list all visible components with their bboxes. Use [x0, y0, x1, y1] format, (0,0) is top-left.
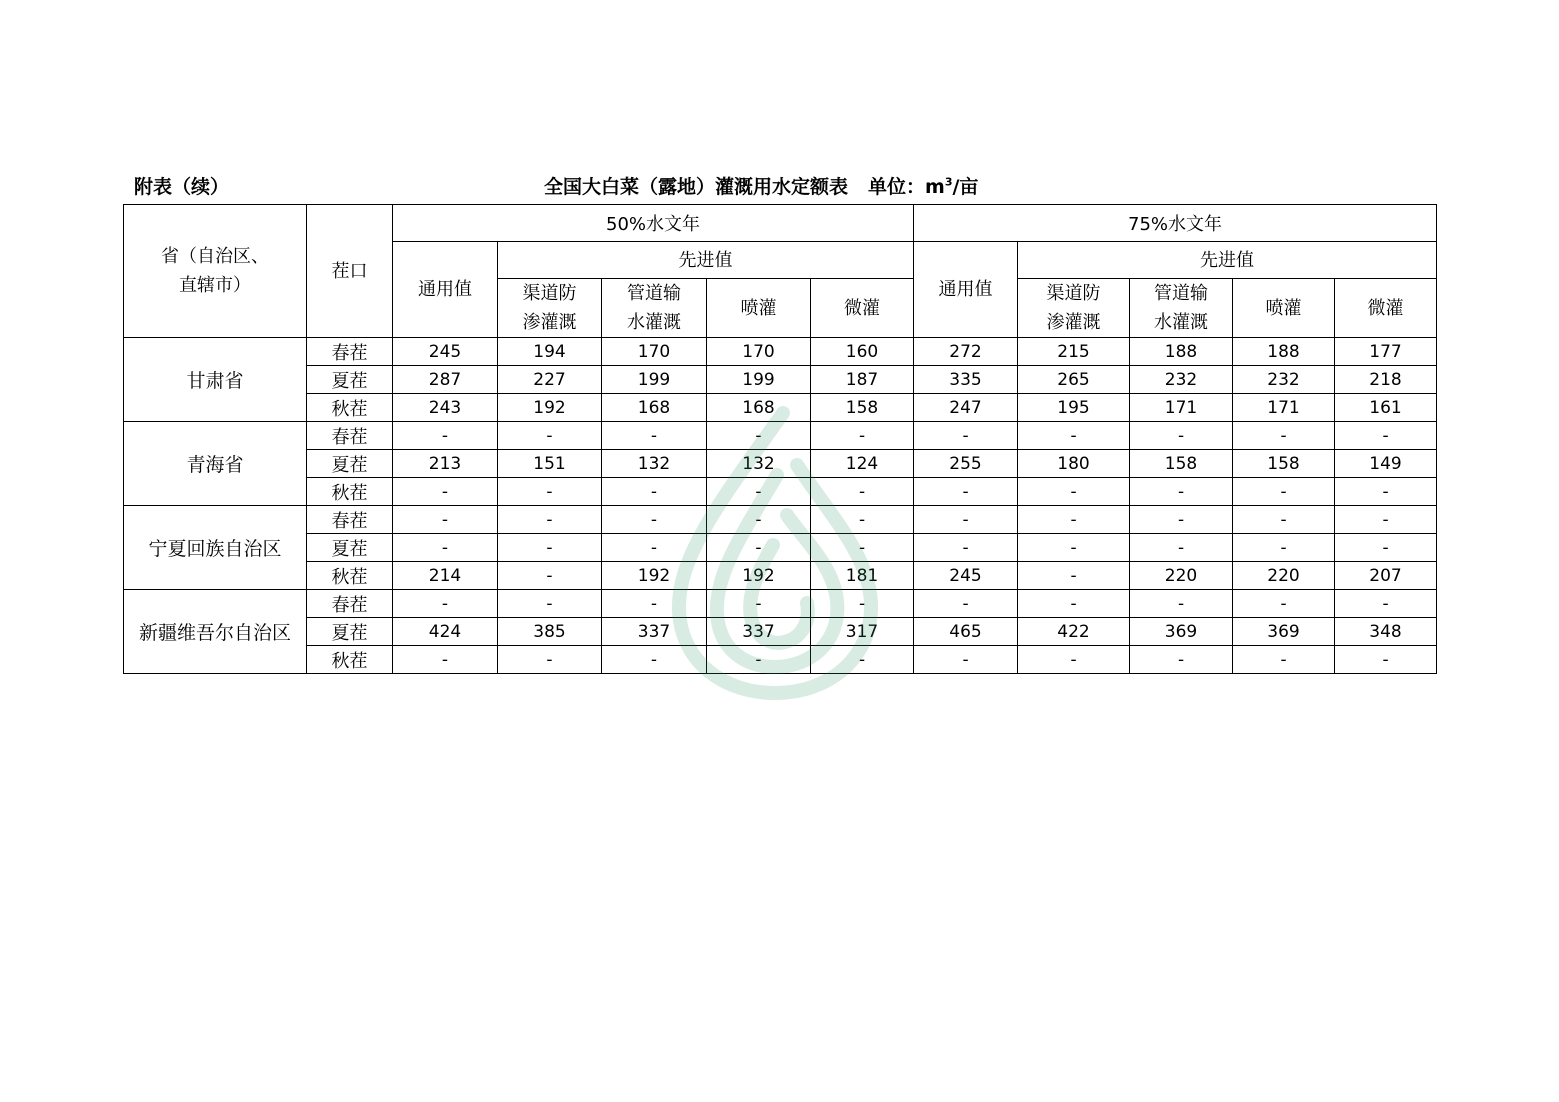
value-cell: - — [707, 590, 811, 618]
value-cell: 335 — [914, 366, 1018, 394]
season-cell: 夏茬 — [307, 366, 393, 394]
value-cell: 192 — [498, 394, 602, 422]
value-cell: - — [811, 646, 914, 674]
value-cell: 422 — [1018, 618, 1130, 646]
value-cell: 272 — [914, 338, 1018, 366]
value-cell: - — [914, 478, 1018, 506]
header-pipe-50: 管道输水灌溉 — [602, 279, 707, 338]
irrigation-quota-table — [123, 204, 1437, 674]
value-cell: - — [1130, 534, 1233, 562]
header-micro-50: 微灌 — [811, 279, 914, 338]
table-row — [124, 590, 1437, 618]
value-cell: 215 — [1018, 338, 1130, 366]
season-cell: 秋茬 — [307, 646, 393, 674]
header-sprinkler-75: 喷灌 — [1233, 279, 1335, 338]
value-cell: 187 — [811, 366, 914, 394]
value-cell: 245 — [393, 338, 498, 366]
value-cell: 171 — [1233, 394, 1335, 422]
value-cell: 385 — [498, 618, 602, 646]
value-cell: 213 — [393, 450, 498, 478]
value-cell: - — [811, 506, 914, 534]
value-cell: - — [498, 422, 602, 450]
header-channel-50: 渠道防渗灌溉 — [498, 279, 602, 338]
table-row — [124, 450, 1437, 478]
table-header — [124, 205, 1437, 338]
table-row — [124, 646, 1437, 674]
value-cell: 151 — [498, 450, 602, 478]
header-sprinkler-50: 喷灌 — [707, 279, 811, 338]
value-cell: 317 — [811, 618, 914, 646]
value-cell: 192 — [707, 562, 811, 590]
value-cell: 160 — [811, 338, 914, 366]
value-cell: - — [707, 534, 811, 562]
value-cell: 337 — [602, 618, 707, 646]
value-cell: 194 — [498, 338, 602, 366]
value-cell: - — [602, 590, 707, 618]
value-cell: 132 — [602, 450, 707, 478]
value-cell: 168 — [602, 394, 707, 422]
value-cell: - — [1335, 534, 1437, 562]
value-cell: 132 — [707, 450, 811, 478]
value-cell: - — [498, 534, 602, 562]
province-cell: 甘肃省 — [124, 338, 307, 422]
season-cell: 秋茬 — [307, 478, 393, 506]
value-cell: - — [1233, 646, 1335, 674]
value-cell: - — [498, 562, 602, 590]
value-cell: 195 — [1018, 394, 1130, 422]
value-cell: - — [602, 506, 707, 534]
value-cell: - — [914, 506, 1018, 534]
value-cell: - — [1335, 590, 1437, 618]
table-title-line — [544, 172, 978, 199]
value-cell: 158 — [1130, 450, 1233, 478]
table-title: 全国大白菜（露地）灌溉用水定额表 — [544, 176, 849, 198]
value-cell: 424 — [393, 618, 498, 646]
value-cell: - — [1233, 422, 1335, 450]
value-cell: 247 — [914, 394, 1018, 422]
value-cell: 171 — [1130, 394, 1233, 422]
value-cell: 369 — [1233, 618, 1335, 646]
season-cell: 秋茬 — [307, 394, 393, 422]
value-cell: - — [393, 478, 498, 506]
season-cell: 春茬 — [307, 590, 393, 618]
value-cell: - — [1233, 534, 1335, 562]
season-cell: 夏茬 — [307, 534, 393, 562]
value-cell: 180 — [1018, 450, 1130, 478]
value-cell: - — [498, 478, 602, 506]
value-cell: - — [1018, 506, 1130, 534]
table-row — [124, 338, 1437, 366]
value-cell: - — [811, 422, 914, 450]
value-cell: 348 — [1335, 618, 1437, 646]
value-cell: 227 — [498, 366, 602, 394]
value-cell: 170 — [707, 338, 811, 366]
value-cell: - — [1335, 646, 1437, 674]
header-channel-75: 渠道防渗灌溉 — [1018, 279, 1130, 338]
header-advanced-value-75: 先进值 — [1018, 242, 1437, 279]
value-cell: 158 — [1233, 450, 1335, 478]
value-cell: 218 — [1335, 366, 1437, 394]
value-cell: - — [1130, 506, 1233, 534]
value-cell: 177 — [1335, 338, 1437, 366]
value-cell: - — [498, 506, 602, 534]
value-cell: - — [1130, 422, 1233, 450]
value-cell: - — [393, 590, 498, 618]
value-cell: 465 — [914, 618, 1018, 646]
value-cell: - — [498, 590, 602, 618]
header-pipe-75: 管道输水灌溉 — [1130, 279, 1233, 338]
value-cell: 192 — [602, 562, 707, 590]
header-50-percent-year: 50%水文年 — [393, 205, 914, 242]
value-cell: 161 — [1335, 394, 1437, 422]
value-cell: - — [707, 506, 811, 534]
value-cell: - — [498, 646, 602, 674]
value-cell: 124 — [811, 450, 914, 478]
value-cell: - — [1233, 590, 1335, 618]
header-general-value-75: 通用值 — [914, 242, 1018, 338]
header-province: 省（自治区、直辖市） — [124, 205, 307, 338]
season-cell: 春茬 — [307, 338, 393, 366]
value-cell: - — [914, 422, 1018, 450]
value-cell: 220 — [1233, 562, 1335, 590]
value-cell: - — [602, 478, 707, 506]
value-cell: - — [811, 478, 914, 506]
value-cell: - — [707, 478, 811, 506]
value-cell: - — [1018, 478, 1130, 506]
value-cell: 199 — [707, 366, 811, 394]
value-cell: 214 — [393, 562, 498, 590]
value-cell: - — [393, 506, 498, 534]
table-row — [124, 366, 1437, 394]
season-cell: 春茬 — [307, 422, 393, 450]
value-cell: - — [1335, 478, 1437, 506]
header-season: 茬口 — [307, 205, 393, 338]
table-row — [124, 534, 1437, 562]
value-cell: - — [914, 590, 1018, 618]
value-cell: - — [1018, 646, 1130, 674]
value-cell: 243 — [393, 394, 498, 422]
value-cell: 188 — [1130, 338, 1233, 366]
table-row — [124, 506, 1437, 534]
value-cell: 207 — [1335, 562, 1437, 590]
province-cell: 宁夏回族自治区 — [124, 506, 307, 590]
value-cell: - — [1233, 506, 1335, 534]
value-cell: - — [602, 422, 707, 450]
province-cell: 青海省 — [124, 422, 307, 506]
value-cell: - — [811, 534, 914, 562]
table-row — [124, 562, 1437, 590]
season-cell: 夏茬 — [307, 618, 393, 646]
value-cell: 245 — [914, 562, 1018, 590]
value-cell: - — [1130, 590, 1233, 618]
value-cell: - — [1018, 422, 1130, 450]
value-cell: 170 — [602, 338, 707, 366]
table-row — [124, 618, 1437, 646]
value-cell: 181 — [811, 562, 914, 590]
value-cell: - — [1233, 478, 1335, 506]
value-cell: 188 — [1233, 338, 1335, 366]
value-cell: 158 — [811, 394, 914, 422]
value-cell: 220 — [1130, 562, 1233, 590]
value-cell: - — [1335, 422, 1437, 450]
value-cell: - — [393, 646, 498, 674]
season-cell: 夏茬 — [307, 450, 393, 478]
value-cell: - — [1018, 562, 1130, 590]
value-cell: - — [914, 534, 1018, 562]
value-cell: - — [707, 422, 811, 450]
value-cell: - — [602, 646, 707, 674]
table-caption — [124, 172, 1436, 200]
value-cell: - — [1130, 478, 1233, 506]
header-advanced-value-50: 先进值 — [498, 242, 914, 279]
season-cell: 春茬 — [307, 506, 393, 534]
table-row — [124, 394, 1437, 422]
value-cell: 232 — [1130, 366, 1233, 394]
value-cell: 287 — [393, 366, 498, 394]
value-cell: - — [393, 534, 498, 562]
value-cell: 232 — [1233, 366, 1335, 394]
value-cell: 337 — [707, 618, 811, 646]
value-cell: - — [602, 534, 707, 562]
table-body — [124, 338, 1437, 674]
value-cell: - — [393, 422, 498, 450]
value-cell: 369 — [1130, 618, 1233, 646]
value-cell: 255 — [914, 450, 1018, 478]
unit-label: 单位：$m^3/$亩 — [868, 175, 979, 198]
value-cell: - — [1018, 590, 1130, 618]
value-cell: - — [1018, 534, 1130, 562]
header-75-percent-year: 75%水文年 — [914, 205, 1437, 242]
table-row — [124, 478, 1437, 506]
value-cell: 168 — [707, 394, 811, 422]
province-cell: 新疆维吾尔自治区 — [124, 590, 307, 674]
value-cell: - — [914, 646, 1018, 674]
season-cell: 秋茬 — [307, 562, 393, 590]
value-cell: 199 — [602, 366, 707, 394]
appendix-label: 附表（续） — [134, 176, 230, 198]
header-general-value-50: 通用值 — [393, 242, 498, 338]
value-cell: - — [1130, 646, 1233, 674]
value-cell: - — [1335, 506, 1437, 534]
value-cell: - — [707, 646, 811, 674]
table-row — [124, 422, 1437, 450]
value-cell: 265 — [1018, 366, 1130, 394]
value-cell: - — [811, 590, 914, 618]
header-micro-75: 微灌 — [1335, 279, 1437, 338]
value-cell: 149 — [1335, 450, 1437, 478]
